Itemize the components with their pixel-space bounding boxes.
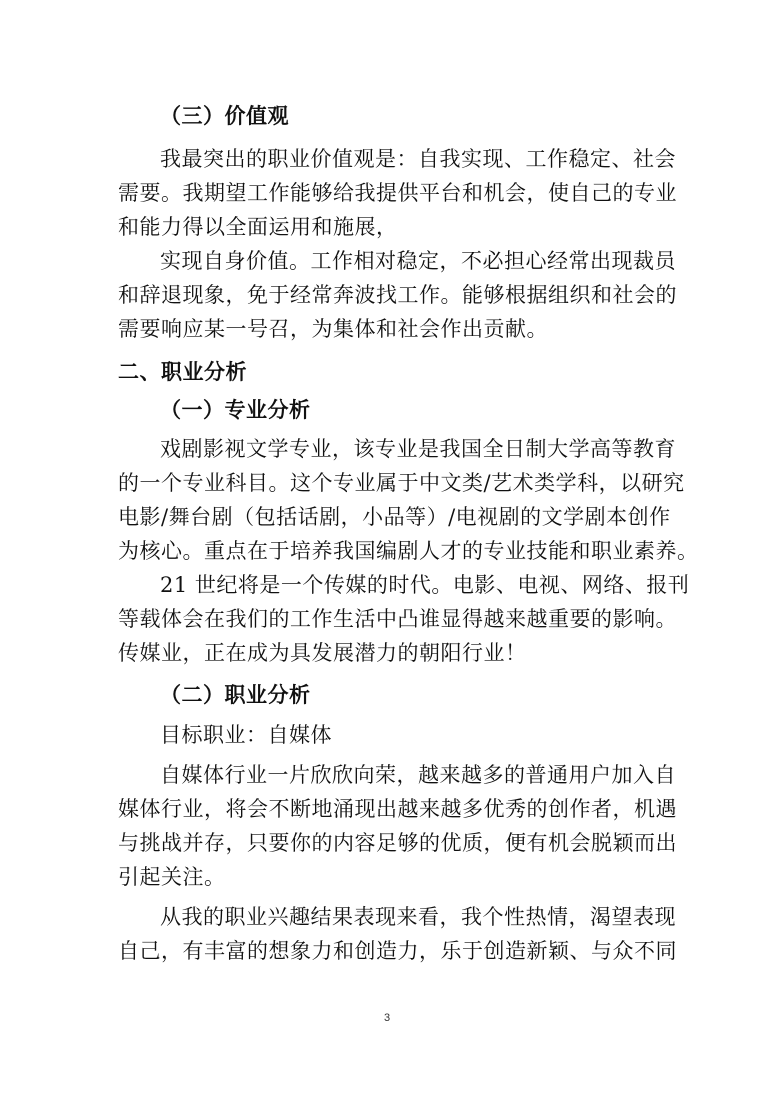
section-heading-values: （三）价值观 <box>160 104 289 128</box>
paragraph-line: 和能力得以全面运用和施展， <box>118 215 398 239</box>
subsection-heading-major: （一）专业分析 <box>160 398 311 422</box>
paragraph-line: 从我的职业兴趣结果表现来看，我个性热情，渴望表现 <box>160 905 676 929</box>
paragraph-line: 戏剧影视文学专业，该专业是我国全日制大学高等教育 <box>160 437 676 461</box>
paragraph-line: 21 世纪将是一个传媒的时代。电影、电视、网络、报刊 <box>160 573 690 597</box>
paragraph-line: 需要。我期望工作能够给我提供平台和机会，使自己的专业 <box>118 181 677 205</box>
paragraph-line: 目标职业：自媒体 <box>160 723 332 747</box>
section-heading-career-analysis: 二、职业分析 <box>118 360 247 384</box>
paragraph-line: 我最突出的职业价值观是：自我实现、工作稳定、社会 <box>160 147 676 171</box>
paragraph-line: 和辞退现象，免于经常奔波找工作。能够根据组织和社会的 <box>118 283 677 307</box>
page-number: 3 <box>383 1012 391 1024</box>
paragraph-line: 电影/舞台剧（包括话剧，小品等）/电视剧的文学剧本创作 <box>118 505 671 529</box>
paragraph-line: 为核心。重点在于培养我国编剧人才的专业技能和职业素养。 <box>118 539 699 563</box>
paragraph-line: 媒体行业，将会不断地涌现出越来越多优秀的创作者，机遇 <box>118 797 677 821</box>
paragraph-line: 自己，有丰富的想象力和创造力，乐于创造新颖、与众不同 <box>118 939 677 963</box>
paragraph-line: 传媒业，正在成为具发展潜力的朝阳行业！ <box>118 641 527 665</box>
paragraph-line: 需要响应某一号召，为集体和社会作出贡献。 <box>118 317 548 341</box>
paragraph-line: 自媒体行业一片欣欣向荣，越来越多的普通用户加入自 <box>160 763 676 787</box>
paragraph-line: 与挑战并存，只要你的内容足够的优质，便有机会脱颖而出 <box>118 831 677 855</box>
subsection-heading-career: （二）职业分析 <box>160 683 311 707</box>
paragraph-line: 的一个专业科目。这个专业属于中文类/艺术类学科，以研究 <box>118 471 685 495</box>
paragraph-line: 实现自身价值。工作相对稳定，不必担心经常出现裁员 <box>160 249 676 273</box>
paragraph-line: 等载体会在我们的工作生活中凸谁显得越来越重要的影响。 <box>118 607 677 631</box>
paragraph-line: 引起关注。 <box>118 865 226 889</box>
